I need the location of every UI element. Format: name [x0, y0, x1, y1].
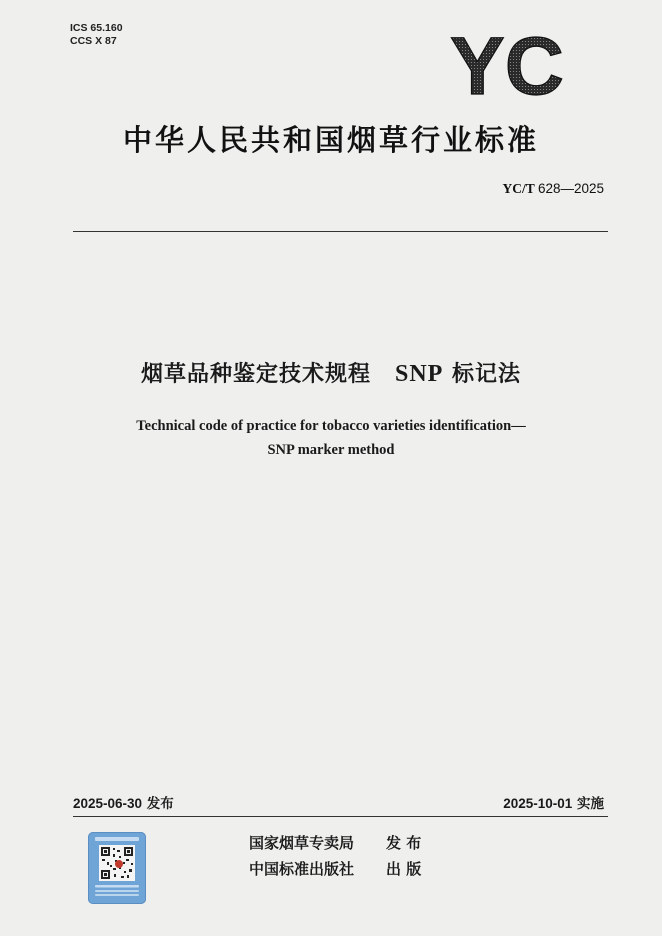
svg-text:YC: YC: [450, 28, 564, 100]
standard-category-title: 中华人民共和国烟草行业标准: [122, 123, 539, 157]
yc-logo-icon: [440, 28, 575, 100]
issue-date-value: 2025-06-30: [73, 796, 143, 811]
english-title-line-2: SNP marker method: [267, 442, 395, 458]
chinese-title-main: 烟草品种鉴定技术规程: [140, 362, 371, 387]
chinese-title-method-latin: SNP: [394, 361, 444, 387]
classification-codes: [70, 22, 123, 48]
issue-date-label: 发布: [146, 796, 174, 812]
english-title-line-1: Technical code of practice for tobacco varieties identification—: [136, 418, 526, 434]
ics-code: ICS 65.160: [70, 22, 123, 34]
bottom-divider: [73, 816, 608, 817]
anti-counterfeit-qr-icon: [88, 832, 146, 904]
ccs-code: CCS X 87: [70, 35, 117, 47]
implementation-date-label: 实施: [577, 796, 604, 812]
top-divider: [73, 231, 608, 232]
issuer-line: [249, 832, 421, 853]
chinese-title-method-han: 标记法: [452, 362, 522, 387]
issue-date: [73, 792, 174, 812]
implementation-date-value: 2025-10-01: [503, 796, 573, 811]
standard-number-value: 628—2025: [537, 181, 604, 196]
standard-number-prefix: YC/T: [502, 181, 535, 196]
standard-number: [503, 181, 604, 197]
publisher-org: 中国标准出版社: [249, 860, 355, 878]
issuer-role: 发 布: [386, 834, 422, 852]
implementation-date: [503, 792, 604, 812]
issuer-org: 国家烟草专卖局: [249, 834, 355, 852]
chinese-title: [0, 357, 662, 388]
publisher-line: [249, 858, 421, 879]
publisher-role: 出 版: [386, 860, 422, 878]
english-title: [0, 414, 662, 462]
